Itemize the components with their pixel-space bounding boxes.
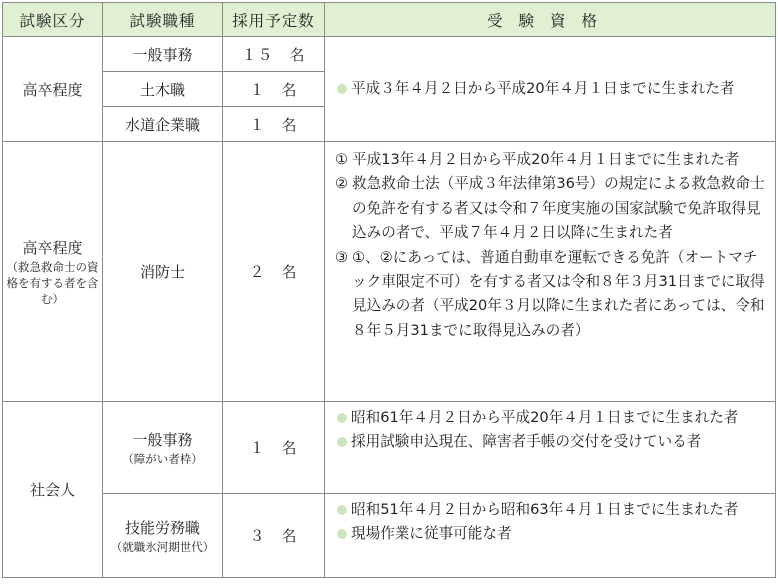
list-item	[337, 406, 767, 430]
bullet-icon	[337, 505, 347, 515]
qualification-cell	[325, 142, 776, 402]
category-label: 高卒程度	[22, 238, 83, 257]
job-cell: 一般事務	[103, 37, 223, 72]
job-note: （就職氷河期世代）	[110, 539, 215, 554]
qualification-cell	[325, 494, 776, 578]
header-row	[3, 3, 776, 37]
job-cell	[103, 494, 223, 578]
bullet-icon	[337, 413, 347, 423]
list-item	[337, 148, 767, 172]
job-note: （障がい者枠）	[122, 451, 203, 466]
job-cell: 消防士	[103, 142, 223, 402]
list-item	[337, 172, 767, 245]
qualification-cell	[325, 37, 776, 142]
count-cell: １ 名	[223, 107, 325, 142]
category-cell	[3, 142, 103, 402]
qualification-text: 昭和61年４月２日から平成20年４月１日までに生まれた者	[351, 409, 739, 426]
category-note: （救急救命士の資格を有する者を含む）	[6, 259, 99, 306]
item-number: ①	[335, 151, 349, 168]
bullet-icon	[337, 84, 347, 94]
list-item	[337, 246, 767, 344]
table-row	[3, 494, 776, 578]
list-item	[337, 522, 767, 546]
count-cell: ２ 名	[223, 142, 325, 402]
qualification-text: 救急救命士法（平成３年法律第36号）の規定による救急救命士の免許を有する者又は令和７年度実施の国家試験で免許取得見込みの者で、平成７年４月２日以降に生まれた者	[352, 175, 765, 242]
qualification-text: 現場作業に従事可能な者	[351, 525, 512, 543]
bullet-icon	[337, 437, 347, 447]
bullet-icon	[337, 529, 347, 539]
table-row	[3, 37, 776, 72]
job-label: 一般事務	[132, 430, 193, 449]
list-item	[337, 77, 767, 101]
category-cell: 高卒程度	[3, 37, 103, 142]
qualification-text: ①、②にあっては、普通自動車を運転できる免許（オートマチック車限定不可）を有する者又は令和８年３月31日までに取得見込みの者（平成20年３月以降に生まれた者にあっては、令和８年５月31までに取得見込みの者）	[352, 248, 765, 339]
qualification-text: 採用試験申込現在、障害者手帳の交付を受けている者	[351, 433, 702, 451]
item-number: ③	[335, 248, 349, 266]
list-item	[337, 430, 767, 454]
qualification-text: 昭和51年４月２日から昭和63年４月１日までに生まれた者	[351, 501, 739, 518]
count-cell: １５ 名	[223, 37, 325, 72]
recruitment-table-container	[2, 2, 775, 581]
table-row	[3, 142, 776, 402]
header-qualification: 受験資格	[325, 3, 776, 37]
header-category: 試験区分	[3, 3, 103, 37]
qualification-text: 平成３年４月２日から平成20年４月１日までに生まれた者	[351, 79, 735, 97]
item-number: ②	[335, 175, 349, 193]
job-cell: 土木職	[103, 72, 223, 107]
recruitment-table	[2, 2, 776, 578]
job-cell	[103, 402, 223, 494]
count-cell: １ 名	[223, 72, 325, 107]
header-count: 採用予定数	[223, 3, 325, 37]
count-cell: １ 名	[223, 402, 325, 494]
job-cell: 水道企業職	[103, 107, 223, 142]
qualification-cell	[325, 402, 776, 494]
qualification-text: 平成13年４月２日から平成20年４月１日までに生まれた者	[352, 151, 740, 168]
table-row	[3, 402, 776, 494]
count-cell: ３ 名	[223, 494, 325, 578]
header-job: 試験職種	[103, 3, 223, 37]
job-label: 技能労務職	[124, 518, 200, 537]
list-item	[337, 498, 767, 522]
category-cell: 社会人	[3, 402, 103, 578]
